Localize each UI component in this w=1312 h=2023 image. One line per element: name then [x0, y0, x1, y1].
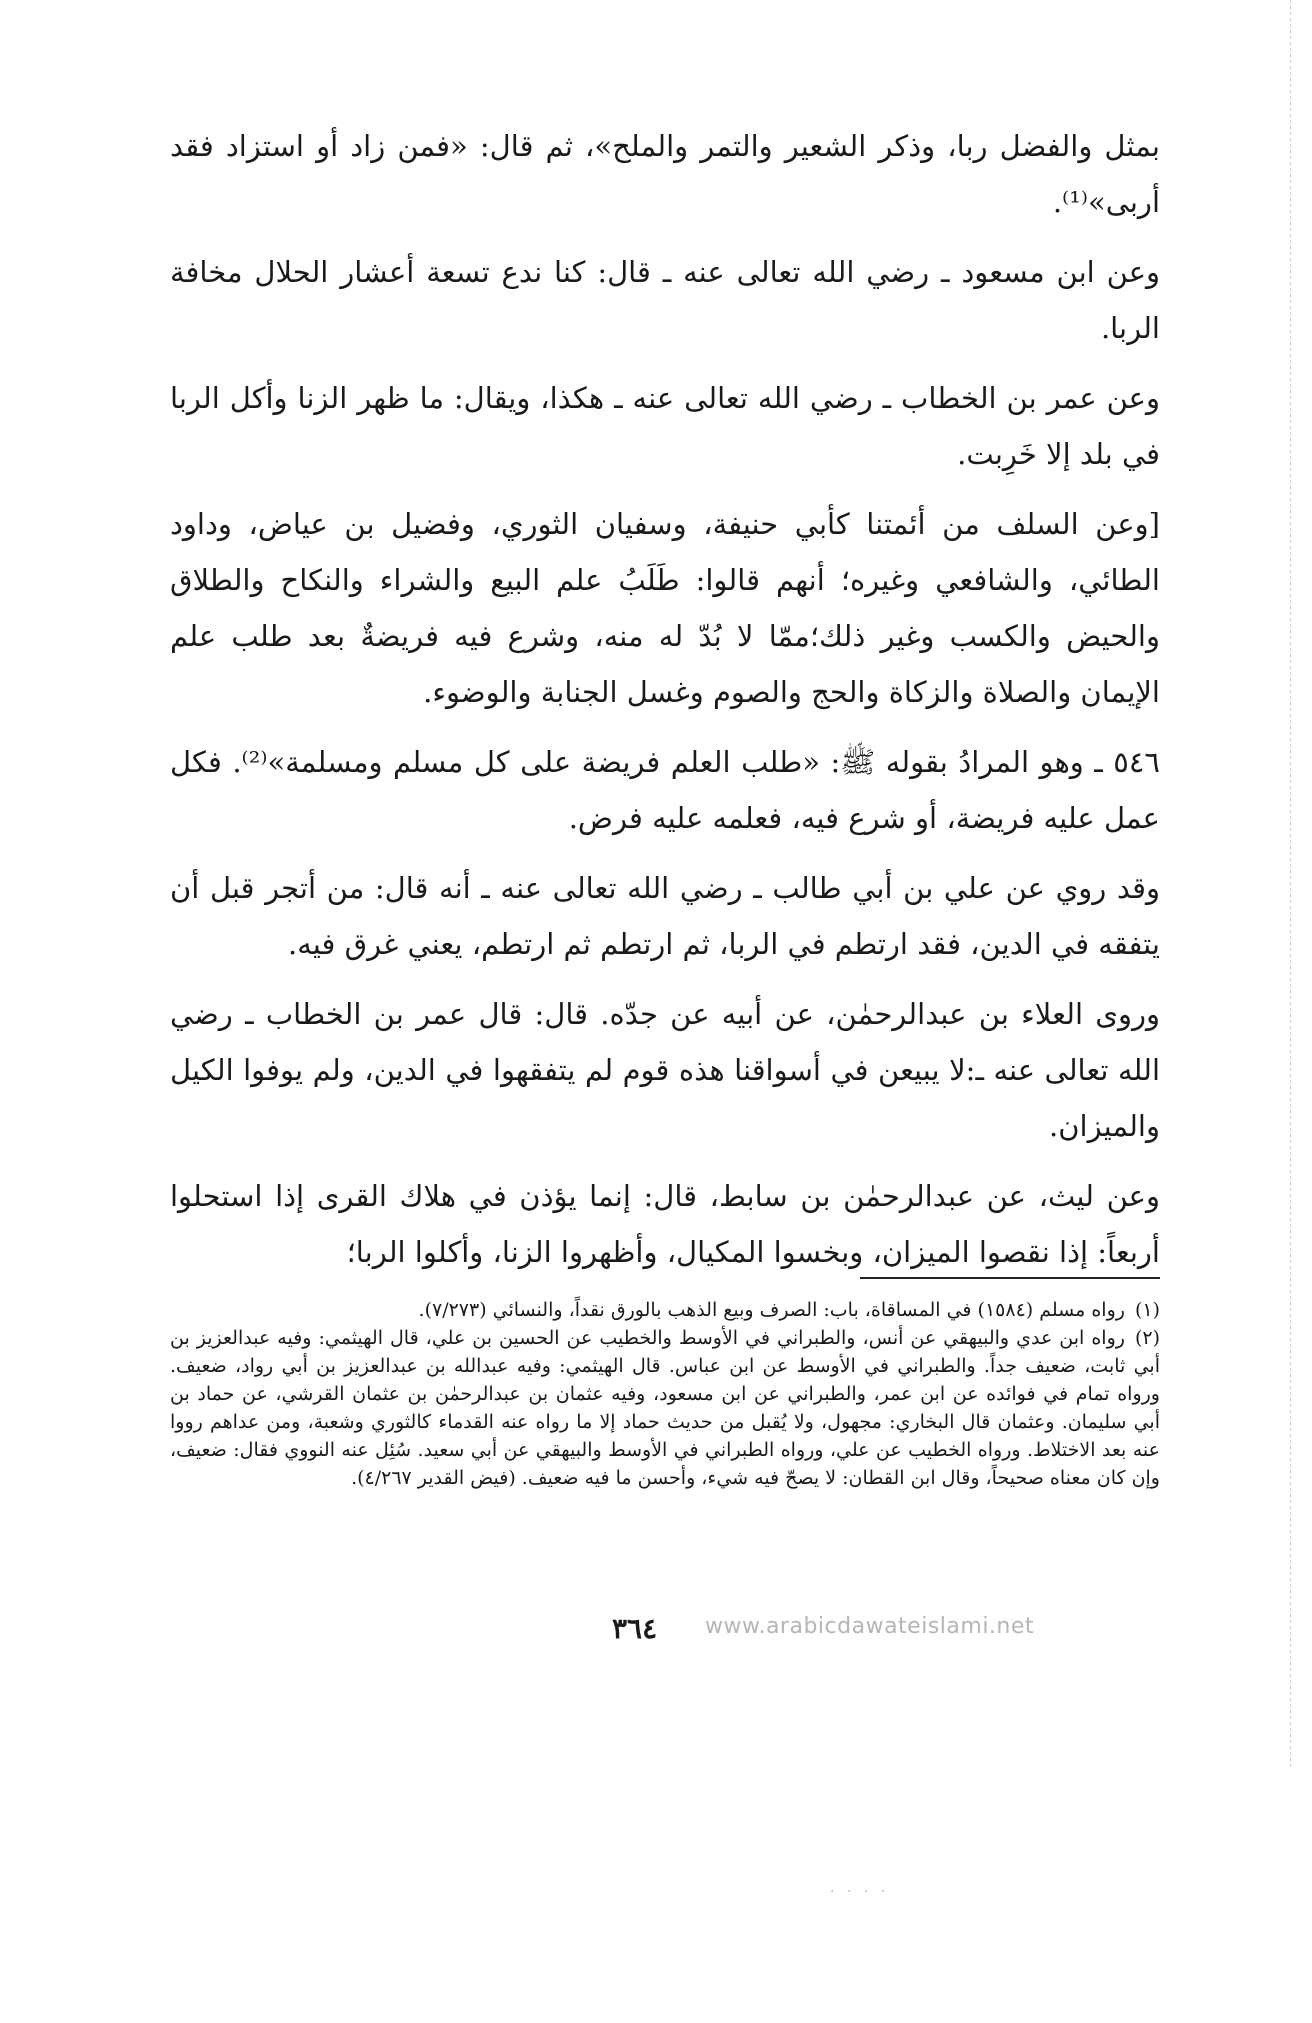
scan-marks: . . . .: [830, 1880, 890, 1896]
footnote: [170, 1296, 1160, 1324]
paragraph: وعن عمر بن الخطاب ـ رضي الله تعالى عنه ـ هكذا، ويقال: ما ظهر الزنا وأكل الربا في بلد إلا خَرِبت.: [170, 381, 1160, 471]
footnote: [170, 1324, 1160, 1492]
paragraph: [وعن السلف من أئمتنا كأبي حنيفة، وسفيان الثوري، وفضيل بن عياض، وداود الطائي، والشافعي وغيره؛ أنهم قالوا: طَلَبُ علم البيع والشراء والنكاح والطلاق والحيض والكسب وغير ذلك؛ممّا لا بُدّ له منه، وشرع فيه فريضةٌ بعد طلب علم الإيمان والصلاة والزكاة والحج والصوم وغسل الجنابة والوضوء.: [170, 507, 1160, 709]
paragraph: بمثل والفضل ربا، وذكر الشعير والتمر والملح»، ثم قال: «فمن زاد أو استزاد فقد أربى»⁽¹⁾.: [170, 129, 1160, 219]
paragraph: وقد روي عن علي بن أبي طالب ـ رضي الله تعالى عنه ـ أنه قال: من أتجر قبل أن يتفقه في الدين، فقد ارتطم في الربا، ثم ارتطم ثم ارتطم، يعني غرق فيه.: [170, 871, 1160, 961]
paragraph: ٥٤٦ ـ وهو المرادُ بقوله ﷺ: «طلب العلم فريضة على كل مسلم ومسلمة»⁽²⁾. فكل عمل عليه فريضة، أو شرع فيه، فعلمه عليه فرض.: [170, 745, 1160, 835]
footnote-separator: [860, 1277, 1160, 1279]
footnote-text: رواه ابن عدي والبيهقي عن أنس، والطبراني في الأوسط والخطيب عن الحسين بن علي، قال الهيثمي: وفيه عبدالعزيز بن أبي ثابت، ضعيف جداً. والطبراني في الأوسط عن ابن عباس. قال الهيثمي: وفيه عبدالله بن عبدالعزيز بن أبي رواد، ضعيف. ورواه تمام في فوائده عن ابن عمر، والطبراني عن ابن مسعود، وفيه عثمان بن عبدالرحمٰن بن عثمان القرشي، عن حماد بن أبي سليمان. وعثمان قال البخاري: مجهول، ولا يُقبل من حديث حماد إلا ما رواه عنه القدماء كالثوري وشعبة، ومن عداهم رووا عنه بعد الاختلاط. ورواه الخطيب عن علي، ورواه الطبراني في الأوسط والبيهقي عن أبي سعيد. سُئِل عنه النووي فقال: ضعيف، وإن كان معناه صحيحاً، وقال ابن القطان: لا يصحّ فيه شيء، وأحسن ما فيه ضعيف. (فيض القدير ٤/٢٦٧).: [170, 1327, 1160, 1489]
paragraph: وروى العلاء بن عبدالرحمٰن، عن أبيه عن جدّه. قال: قال عمر بن الخطاب ـ رضي الله تعالى عنه ـ:لا يبيعن في أسواقنا هذه قوم لم يتفقهوا في الدين، ولم يوفوا الكيل والميزان.: [170, 997, 1160, 1143]
watermark: www.arabicdawateislami.net: [705, 1614, 1035, 1639]
paragraph: وعن ابن مسعود ـ رضي الله تعالى عنه ـ قال: كنا ندع تسعة أعشار الحلال مخافة الربا.: [170, 255, 1160, 345]
footnotes: [170, 1296, 1160, 1492]
paragraph: وعن ليث، عن عبدالرحمٰن بن سابط، قال: إنما يؤذن في هلاك القرى إذا استحلوا أربعاً: إذا نقصوا الميزان، وبخسوا المكيال، وأظهروا الزنا، وأكلوا الربا؛: [170, 1179, 1160, 1269]
main-text-body: [170, 118, 1160, 1294]
page-edge-line: [1290, 0, 1291, 1770]
footnote-text: رواه مسلم (١٥٨٤) في المساقاة، باب: الصرف وبيع الذهب بالورق نقداً، والنسائي (٧/٢٧٣).: [418, 1299, 1125, 1321]
page-number: ٣٦٤: [612, 1612, 658, 1645]
footnote-number: (٢): [1134, 1327, 1160, 1349]
footnote-number: (١): [1134, 1299, 1160, 1321]
